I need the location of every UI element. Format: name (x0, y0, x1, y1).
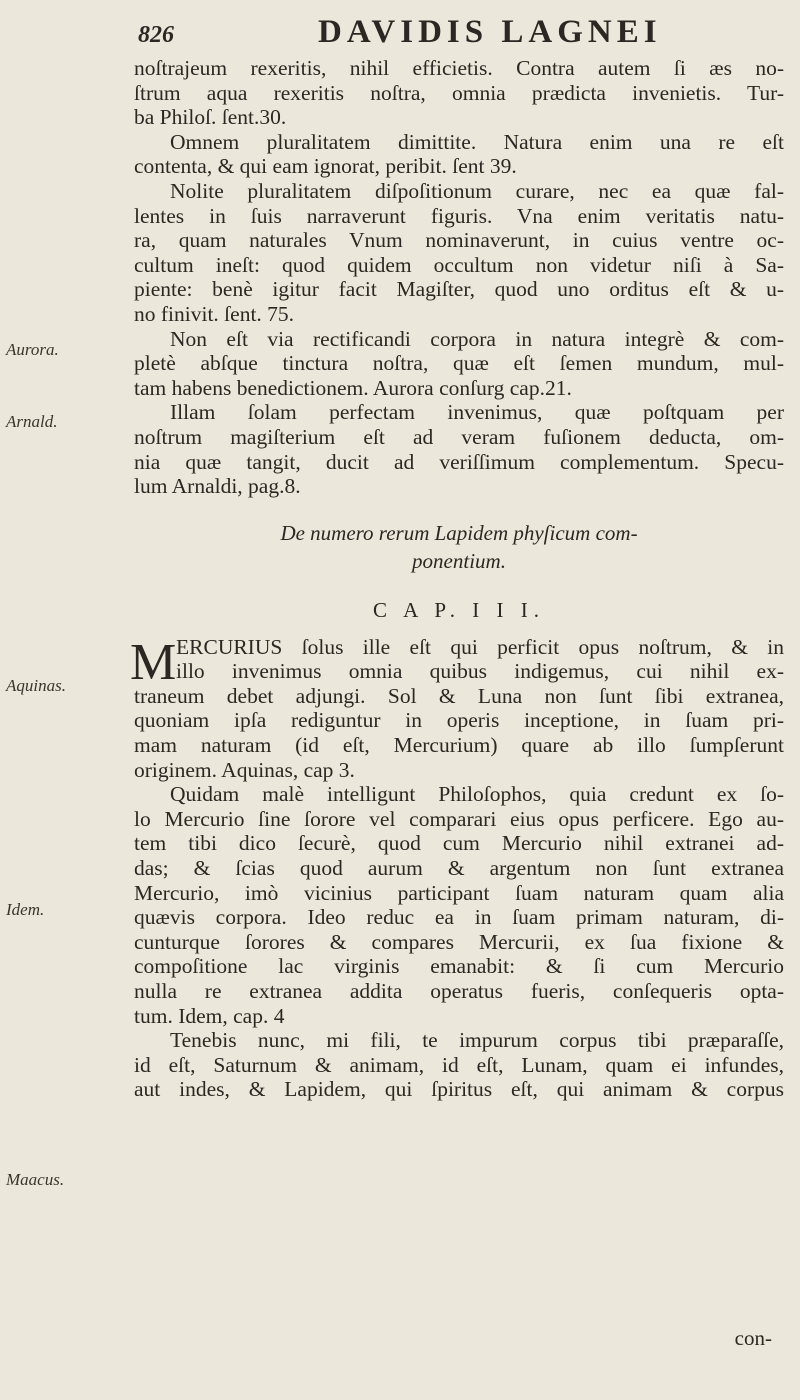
text-line: mam naturam (id eſt, Mercurium) quare ab illo ſumpſerunt (134, 733, 784, 758)
running-title: DAVIDIS LAGNEI (318, 14, 662, 50)
text-line: das; & ſcias quod aurum & argentum non ſunt extranea (134, 856, 784, 881)
text-line: quævis corpora. Ideo reduc ea in ſuam primam naturam, di- (134, 905, 784, 930)
text-line: Quidam malè intelligunt Philoſophos, quia credunt ex ſo- (170, 782, 784, 807)
text-line: ſtrum aqua rexeritis noſtra, omnia prædicta invenietis. Tur- (134, 80, 784, 105)
spacer (134, 575, 784, 595)
page-header (138, 14, 778, 58)
text-line: lum Arnaldi, pag.8. (134, 474, 301, 499)
text-line: originem. Aquinas, cap 3. (134, 757, 355, 782)
spacer (134, 625, 784, 635)
text-line: Illam ſolam perfectam invenimus, quæ poſtquam per (170, 400, 784, 425)
text-line: traneum debet adjungi. Sol & Luna non ſunt ſibi extranea, (134, 683, 784, 708)
margin-note-aquinas: Aquinas. (6, 676, 66, 695)
text-line: Non eſt via rectificandi corpora in natura integrè & com- (170, 326, 784, 351)
text-line: Tenebis nunc, mi fili, te impurum corpus tibi præparaſſe, (170, 1028, 784, 1053)
chapter-label: C A P. I I I. (373, 597, 545, 622)
text-line: id eſt, Saturnum & animam, id eſt, Lunam, quam ei infundes, (134, 1052, 784, 1077)
text-line: quoniam ipſa rediguntur in operis inceptione, in ſuam pri- (134, 708, 784, 733)
text-line: aut indes, & Lapidem, qui ſpiritus eſt, qui animam & corpus (134, 1077, 784, 1102)
text-block (130, 56, 784, 1102)
margin-note-arnald: Arnald. (6, 412, 58, 431)
text-line: illo invenimus omnia quibus indigemus, cui nihil ex- (176, 659, 784, 684)
text-line: contenta, & qui eam ignorat, peribit. ſent 39. (134, 154, 517, 179)
text-line: noſtrajeum rexeritis, nihil efficietis. Contra autem ſi æs no- (134, 56, 784, 80)
text-line: tem tibi dico ſecurè, quod cum Mercurio nihil extranei ad- (134, 831, 784, 856)
text-line: no finivit. ſent. 75. (134, 301, 295, 326)
text-line: noſtrum magiſterium eſt ad veram fuſionem deducta, om- (134, 424, 784, 449)
section-heading-cont: ponentium. (412, 548, 506, 573)
margin-note-aurora: Aurora. (6, 340, 59, 359)
text-line: nia quæ tangit, ducit ad veriſſimum complementum. Specu- (134, 449, 784, 474)
text-line: ra, quam naturales Vnum nominaverunt, in cuius ventre oc- (134, 228, 784, 253)
text-line: Omnem pluralitatem dimittite. Natura enim una re eſt (170, 129, 784, 154)
text-line: cultum ineſt: quod quidem occultum non videtur niſi à Sa- (134, 252, 784, 277)
chapter-opening (130, 633, 784, 691)
catchword: con- (734, 1326, 772, 1350)
text-line: cunturque ſorores & compares Mercurii, ex ſua fixione & (134, 929, 784, 954)
margin-note-idem: Idem. (6, 900, 45, 919)
page-number: 826 (138, 22, 174, 48)
text-line: nulla re extranea addita operatus fueris, conſequeris opta- (134, 979, 784, 1003)
text-line: lo Mercurio ſine ſorore vel comparari eius opus perficere. Ego au- (134, 806, 784, 831)
text-line: ba Philoſ. ſent.30. (134, 105, 287, 130)
text-line: tum. Idem, cap. 4 (134, 1003, 285, 1028)
spacer (134, 499, 784, 519)
text-line: lentes in ſuis narraverunt figuris. Vna enim veritatis natu- (134, 203, 784, 228)
text-line: pletè abſque tinctura noſtra, quæ eſt ſemen mundum, mul- (134, 351, 784, 376)
section-heading: De numero rerum Lapidem phyſicum com- (280, 520, 638, 545)
text-line: compoſitione lac virginis emanabit: & ſi cum Mercurio (134, 954, 784, 979)
drop-cap: M (130, 633, 177, 691)
text-line: ERCURIUS ſolus ille eſt qui perficit opus noſtrum, & in (176, 634, 784, 659)
text-line: Mercurio, imò vicinius participant ſuam naturam quam alia (134, 880, 784, 905)
text-line: tam habens benedictionem. Aurora conſurg cap.21. (134, 375, 572, 400)
text-line: piente: benè igitur facit Magiſter, quod uno orditus eſt & u- (134, 277, 784, 302)
text-line: Nolite pluralitatem diſpoſitionum curare, nec ea quæ fal- (170, 178, 784, 203)
margin-note-maacus: Maacus. (6, 1170, 65, 1189)
